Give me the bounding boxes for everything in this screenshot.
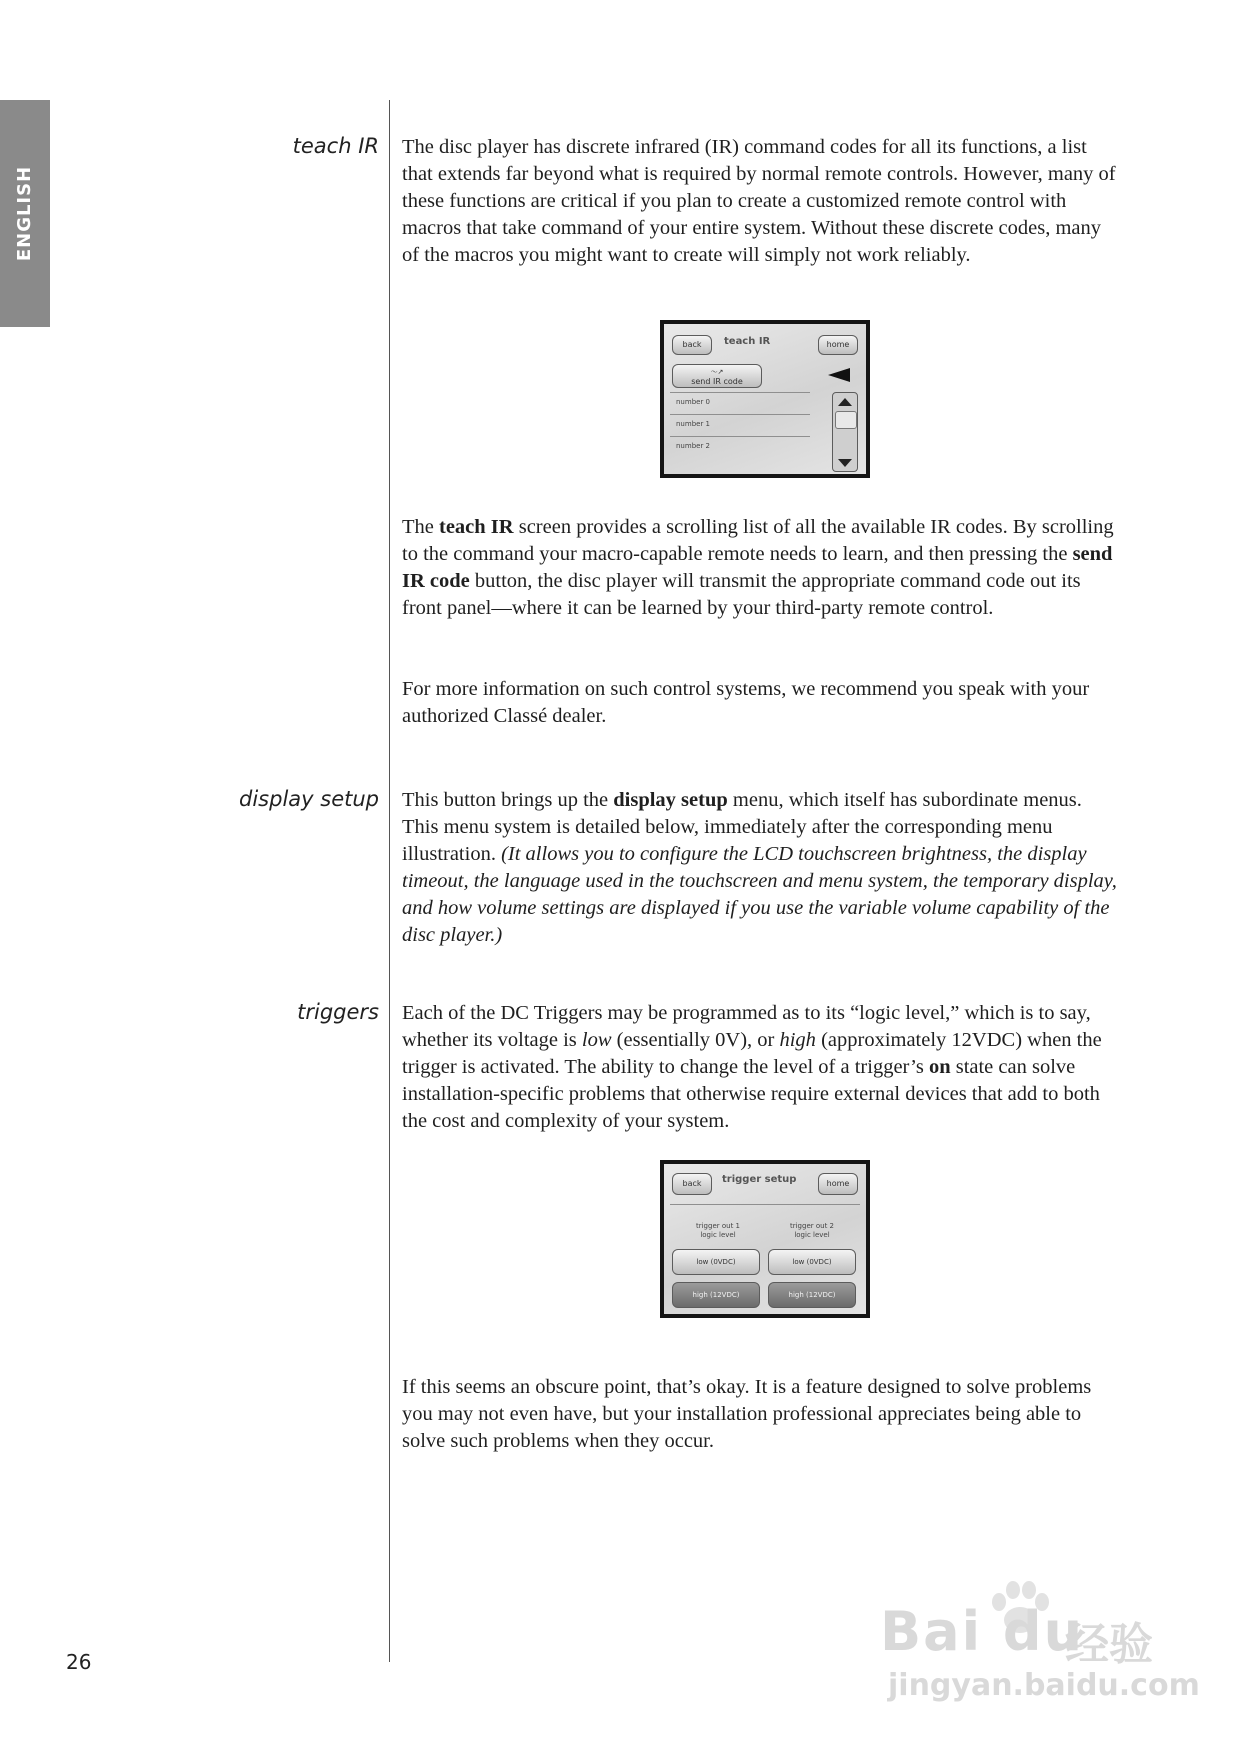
teach-ir-screen-illustration: [660, 320, 870, 478]
scroll-down-icon: [836, 457, 854, 469]
text-run: (essentially 0V), or: [611, 1029, 780, 1051]
teach-ir-home-button: home: [818, 335, 858, 355]
text-run: button, the disc player will transmit the appropriate command code out its front panel—where it can be learned by your third-party remote control.: [402, 570, 1081, 619]
trigger-back-button: back: [672, 1173, 712, 1195]
teach-ir-screen-title: teach IR: [724, 336, 771, 347]
text-run: screen provides a scrolling list of all the available IR codes. By scrolling to the command your macro-capable remote needs to learn, and then pressing the: [402, 516, 1114, 565]
text-run: state can solve installation-specific problems that otherwise require external devices that add to both the cost and complexity of your system.: [402, 1056, 1100, 1132]
list-divider: [670, 436, 810, 437]
low-term: low: [581, 1029, 612, 1051]
page-number: 26: [66, 1650, 92, 1674]
high-term: high: [779, 1029, 816, 1051]
text-run: menu, which itself has subordinate menus. This menu system is detailed below, immediately after the corresponding menu illustration.: [402, 789, 1082, 865]
trigger-screen-title: trigger setup: [722, 1174, 797, 1185]
header-divider: [670, 1204, 860, 1205]
teach-ir-term: teach IR: [439, 516, 514, 538]
language-tab-label: ENGLISH: [14, 165, 36, 262]
display-setup-paragraph: [402, 787, 1122, 949]
section-label-teach-ir: teach IR: [292, 134, 379, 158]
watermark-url: jingyan.baidu.com: [888, 1668, 1200, 1703]
triggers-paragraph-1: [402, 1000, 1122, 1135]
trigger-out-1-label: trigger out 1 logic level: [695, 1222, 740, 1239]
ir-signal-icon: 〜↗: [710, 368, 724, 376]
display-setup-italic-note: (It allows you to configure the LCD touchscreen brightness, the display timeout, the language used in the touchscreen and menu system, the temporary display, and how volume settings are displayed if you use the variable volume capability of the disc player.): [402, 843, 1117, 946]
teach-ir-paragraph-1: The disc player has discrete infrared (IR) command codes for all its functions, a list that extends far beyond what is required by normal remote controls. However, many of these functions are critical if you plan to create a customized remote control with macros that take command of your entire system. Without these discrete codes, many of the macros you might want to create will simply not work reliably.: [402, 136, 1116, 266]
text-run: This button brings up the: [402, 789, 614, 811]
text-run: (approximately 12VDC) when the trigger is activated. The ability to change the level of a trigger’s: [402, 1029, 1102, 1078]
display-setup-term: display setup: [613, 789, 728, 811]
trigger-home-button: home: [818, 1173, 858, 1195]
text-run: Each of the DC Triggers may be programmed as to its “logic level,” which is to say, whether its voltage is: [402, 1002, 1091, 1051]
on-term: on: [928, 1056, 951, 1078]
trigger-setup-screen-illustration: [660, 1160, 870, 1318]
list-divider: [670, 392, 810, 393]
send-ir-code-label: send IR code: [691, 377, 743, 386]
column-divider: [389, 100, 390, 1662]
teach-ir-paragraph-3: For more information on such control systems, we recommend you speak with your authorized Classé dealer.: [402, 678, 1090, 727]
scroll-thumb: [835, 411, 857, 429]
scrollbar: [832, 392, 858, 472]
teach-ir-paragraph-2: [402, 514, 1122, 622]
ir-code-list-item: number 0: [676, 398, 710, 406]
trigger-1-low-button: low (0VDC): [672, 1249, 760, 1275]
trigger-1-high-button: high (12VDC): [672, 1282, 760, 1308]
send-ir-code-button: [672, 364, 762, 388]
scroll-up-icon: [836, 396, 854, 408]
trigger-2-low-button: low (0VDC): [768, 1249, 856, 1275]
trigger-2-high-button: high (12VDC): [768, 1282, 856, 1308]
triggers-paragraph-2: If this seems an obscure point, that’s okay. It is a feature designed to solve problems you may not even have, but your installation professional appreciates being able to solve such problems when they occur.: [402, 1376, 1092, 1452]
trigger-out-2-label: trigger out 2 logic level: [789, 1222, 834, 1239]
send-ir-code-term: send IR code: [402, 543, 1113, 592]
list-divider: [670, 414, 810, 415]
language-tab: [0, 100, 50, 327]
section-label-triggers: triggers: [297, 1000, 379, 1024]
pointer-arrow-icon: [828, 368, 850, 382]
baidu-watermark: [880, 1590, 1200, 1710]
text-run: The: [402, 516, 439, 538]
section-label-display-setup: display setup: [239, 787, 379, 811]
ir-code-list-item: number 1: [676, 420, 710, 428]
ir-code-list-item: number 2: [676, 442, 710, 450]
teach-ir-back-button: back: [672, 335, 712, 355]
watermark-cn: 经验: [1065, 1619, 1153, 1670]
watermark-brand: Bai du: [880, 1600, 1085, 1663]
